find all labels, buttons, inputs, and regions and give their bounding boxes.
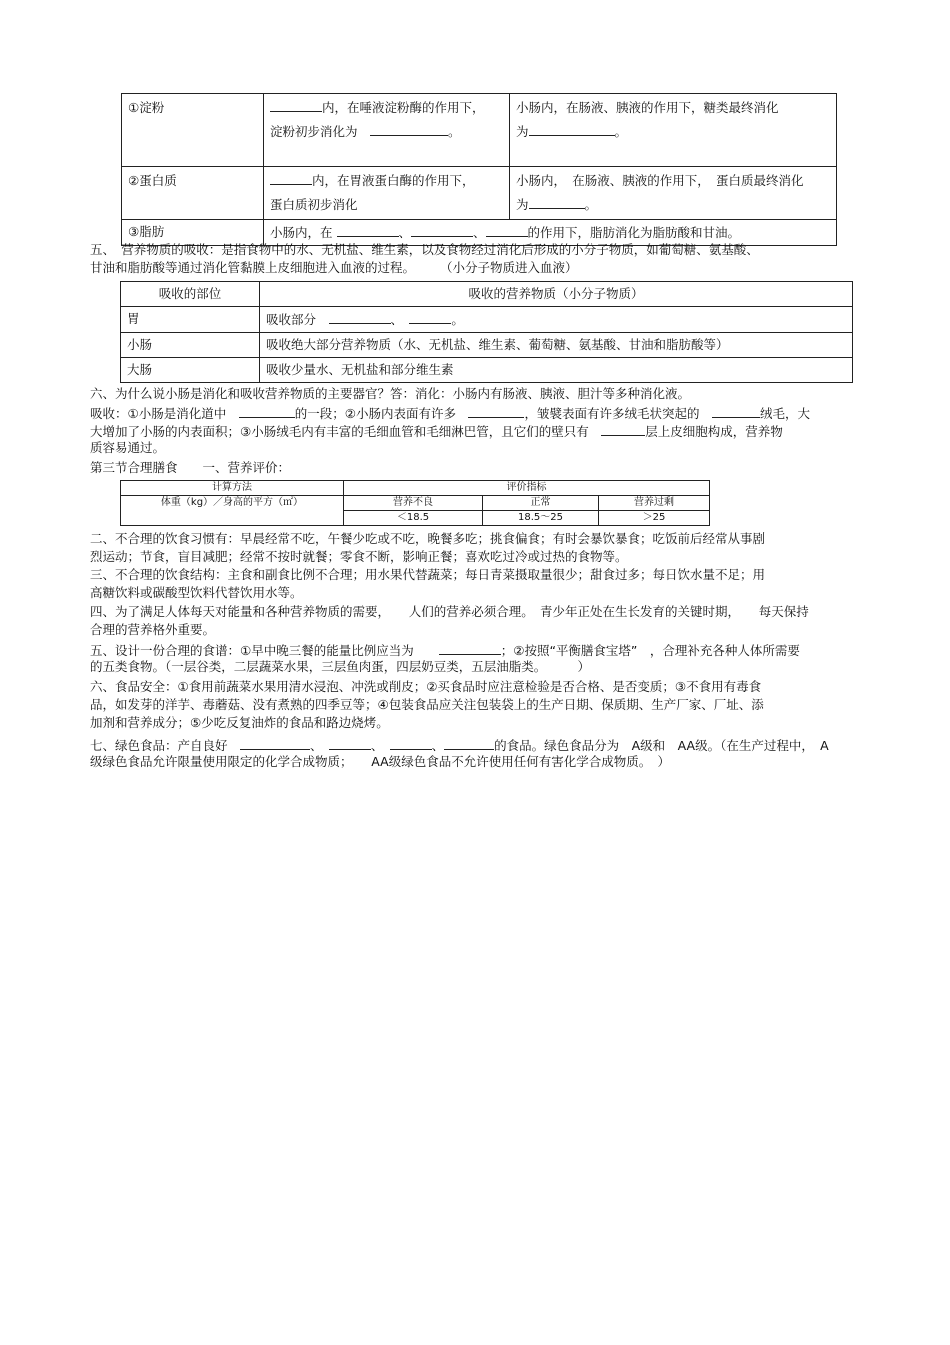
answer-blank[interactable]: [529, 194, 585, 209]
mouth-digestion-cell: 内，在唾液淀粉酶的作用下， 淀粉初步消化为 。: [264, 94, 510, 167]
category-value: ＜18.5: [344, 511, 483, 526]
absorption-definition-line2: 甘油和脂肪酸等通过消化管黏膜上皮细胞进入血液的过程。 （小分子物质进入血液）: [90, 260, 578, 275]
paragraph-unhealthy-habits-1: 二、不合理的饮食习惯有：早晨经常不吃，午餐少吃或不吃，晚餐多吃；挑食偏食；有时会暴饮暴食；吃饭前后经常从事剧: [90, 531, 766, 546]
category-value: ＞25: [599, 511, 710, 526]
nutrition-evaluation-table: [120, 480, 710, 526]
paragraph-food-safety-3: 加剂和营养成分；⑤少吃反复油炸的食品和路边烧烤。: [90, 715, 389, 730]
paragraph-recipe-2: 的五类食物。（一层谷类，二层蔬菜水果，三层鱼肉蛋，四层奶豆类，五层油脂类。 ）: [90, 659, 591, 674]
absorption-part: 胃: [121, 307, 260, 333]
small-intestine-question: 六、为什么说小肠是消化和吸收营养物质的主要器官？答：消化：小肠内有肠液、胰液、胆汁等多种消化液。: [90, 386, 691, 401]
digestion-table: [121, 93, 837, 246]
stomach-digestion-cell: 内，在胃液蛋白酶的作用下， 蛋白质初步消化: [264, 167, 510, 220]
table-row: [121, 358, 853, 383]
absorption-part: 小肠: [121, 333, 260, 358]
category-label: 营养不良: [344, 496, 483, 511]
column-header-part: 吸收的部位: [121, 282, 260, 307]
answer-blank[interactable]: [240, 735, 310, 750]
table-row: [121, 333, 853, 358]
absorption-nutrient: 吸收部分 、 。: [260, 307, 853, 333]
fat-digestion-cell: 小肠内，在 、 、 的作用下，脂肪消化为脂肪酸和甘油。: [264, 220, 837, 246]
small-intestine-answer-line3: 质容易通过。: [90, 440, 166, 455]
answer-blank[interactable]: [390, 735, 432, 750]
table-row: [121, 496, 710, 511]
answer-blank[interactable]: [329, 735, 371, 750]
intestine-digestion-cell: 小肠内，在肠液、胰液的作用下，糖类最终消化 为 。: [510, 94, 837, 167]
small-intestine-answer-line2: 大增加了小肠的内表面积；③小肠绒毛内有丰富的毛细血管和毛细淋巴管，且它们的壁只有 层上皮细胞构成，营养物: [90, 421, 868, 441]
intestine-digestion-cell: 小肠内， 在肠液、胰液的作用下， 蛋白质最终消化 为 。: [510, 167, 837, 220]
answer-blank[interactable]: [712, 403, 760, 418]
paragraph-nutrition-need-1: 四、为了满足人体每天对能量和各种营养物质的需要， 人们的营养必须合理。 青少年正处在生长发育的关键时期， 每天保持: [90, 604, 809, 619]
category-value: 18.5～25: [483, 511, 599, 526]
answer-blank[interactable]: [329, 309, 391, 324]
nutrient-name: ③脂肪: [122, 220, 264, 246]
absorption-nutrient: 吸收绝大部分营养物质（水、无机盐、维生素、葡萄糖、氨基酸、甘油和脂肪酸等）: [260, 333, 853, 358]
answer-blank[interactable]: [409, 309, 451, 324]
table-row: [122, 94, 837, 167]
answer-blank[interactable]: [529, 121, 615, 136]
absorption-definition-line1: 五、 营养物质的吸收：是指食物中的水、无机盐、维生素，以及食物经过消化后形成的小分子物质，如葡萄糖、氨基酸、: [90, 242, 759, 257]
answer-blank[interactable]: [601, 421, 645, 436]
answer-blank[interactable]: [444, 735, 494, 750]
answer-blank[interactable]: [411, 222, 473, 237]
paragraph-food-safety-2: 品，如发芽的洋芋、毒蘑菇、没有煮熟的四季豆等；④包装食品应关注包装袋上的生产日期、保质期、生产厂家、厂址、添: [90, 697, 764, 712]
paragraph-unhealthy-structure-1: 三、不合理的饮食结构：主食和副食比例不合理；用水果代替蔬菜；每日青菜摄取量很少；甜食过多；每日饮水量不足；用: [90, 567, 766, 582]
paragraph-green-food-1: 七、绿色食品：产自良好 、 、 、 的食品。绿色食品分为 A级和 AA级。（在生产过程中， A: [90, 735, 868, 755]
column-header-nutrient: 吸收的营养物质（小分子物质）: [260, 282, 853, 307]
answer-blank[interactable]: [439, 640, 501, 655]
answer-blank[interactable]: [337, 222, 399, 237]
answer-blank[interactable]: [270, 170, 312, 185]
index-header: 评价指标: [344, 481, 710, 496]
bmi-formula: 体重（kg）／身高的平方（㎡）: [121, 496, 344, 526]
table-row: [121, 481, 710, 496]
paragraph-food-safety-1: 六、食品安全：①食用前蔬菜水果用清水浸泡、冲洗或削皮；②买食品时应注意检验是否合格、是否变质；③不食用有毒食: [90, 679, 762, 694]
nutrient-name: ①淀粉: [122, 94, 264, 167]
answer-blank[interactable]: [270, 97, 322, 112]
absorption-part: 大肠: [121, 358, 260, 383]
answer-blank[interactable]: [239, 403, 295, 418]
method-header: 计算方法: [121, 481, 344, 496]
answer-blank[interactable]: [486, 222, 528, 237]
paragraph-unhealthy-structure-2: 高糖饮料或碳酸型饮料代替饮用水等。: [90, 585, 303, 600]
paragraph-nutrition-need-2: 合理的营养格外重要。: [90, 622, 216, 637]
table-row: [122, 167, 837, 220]
absorption-nutrient: 吸收少量水、无机盐和部分维生素: [260, 358, 853, 383]
category-label: 营养过剩: [599, 496, 710, 511]
category-label: 正常: [483, 496, 599, 511]
absorption-table: [120, 281, 853, 383]
table-row: [121, 307, 853, 333]
section-title: 第三节合理膳食 一、营养评价：: [90, 460, 291, 475]
table-row: [121, 282, 853, 307]
paragraph-unhealthy-habits-2: 烈运动；节食，盲目减肥；经常不按时就餐；零食不断，影响正餐；喜欢吃过冷或过热的食物等。: [90, 549, 628, 564]
answer-blank[interactable]: [468, 403, 524, 418]
nutrient-name: ②蛋白质: [122, 167, 264, 220]
paragraph-recipe-1: 五、设计一份合理的食谱：①早中晚三餐的能量比例应当为 ；②按照“平衡膳食宝塔” ，合理补充各种人体所需要: [90, 640, 868, 660]
small-intestine-answer-line1: 吸收：①小肠是消化道中 的一段；②小肠内表面有许多 ，皱襞表面有许多绒毛状突起的 绒毛，大: [90, 403, 868, 423]
answer-blank[interactable]: [370, 121, 448, 136]
paragraph-green-food-2: 级绿色食品允许限量使用限定的化学合成物质； AA级绿色食品不允许使用任何有害化学合成物质。 ）: [90, 754, 670, 769]
